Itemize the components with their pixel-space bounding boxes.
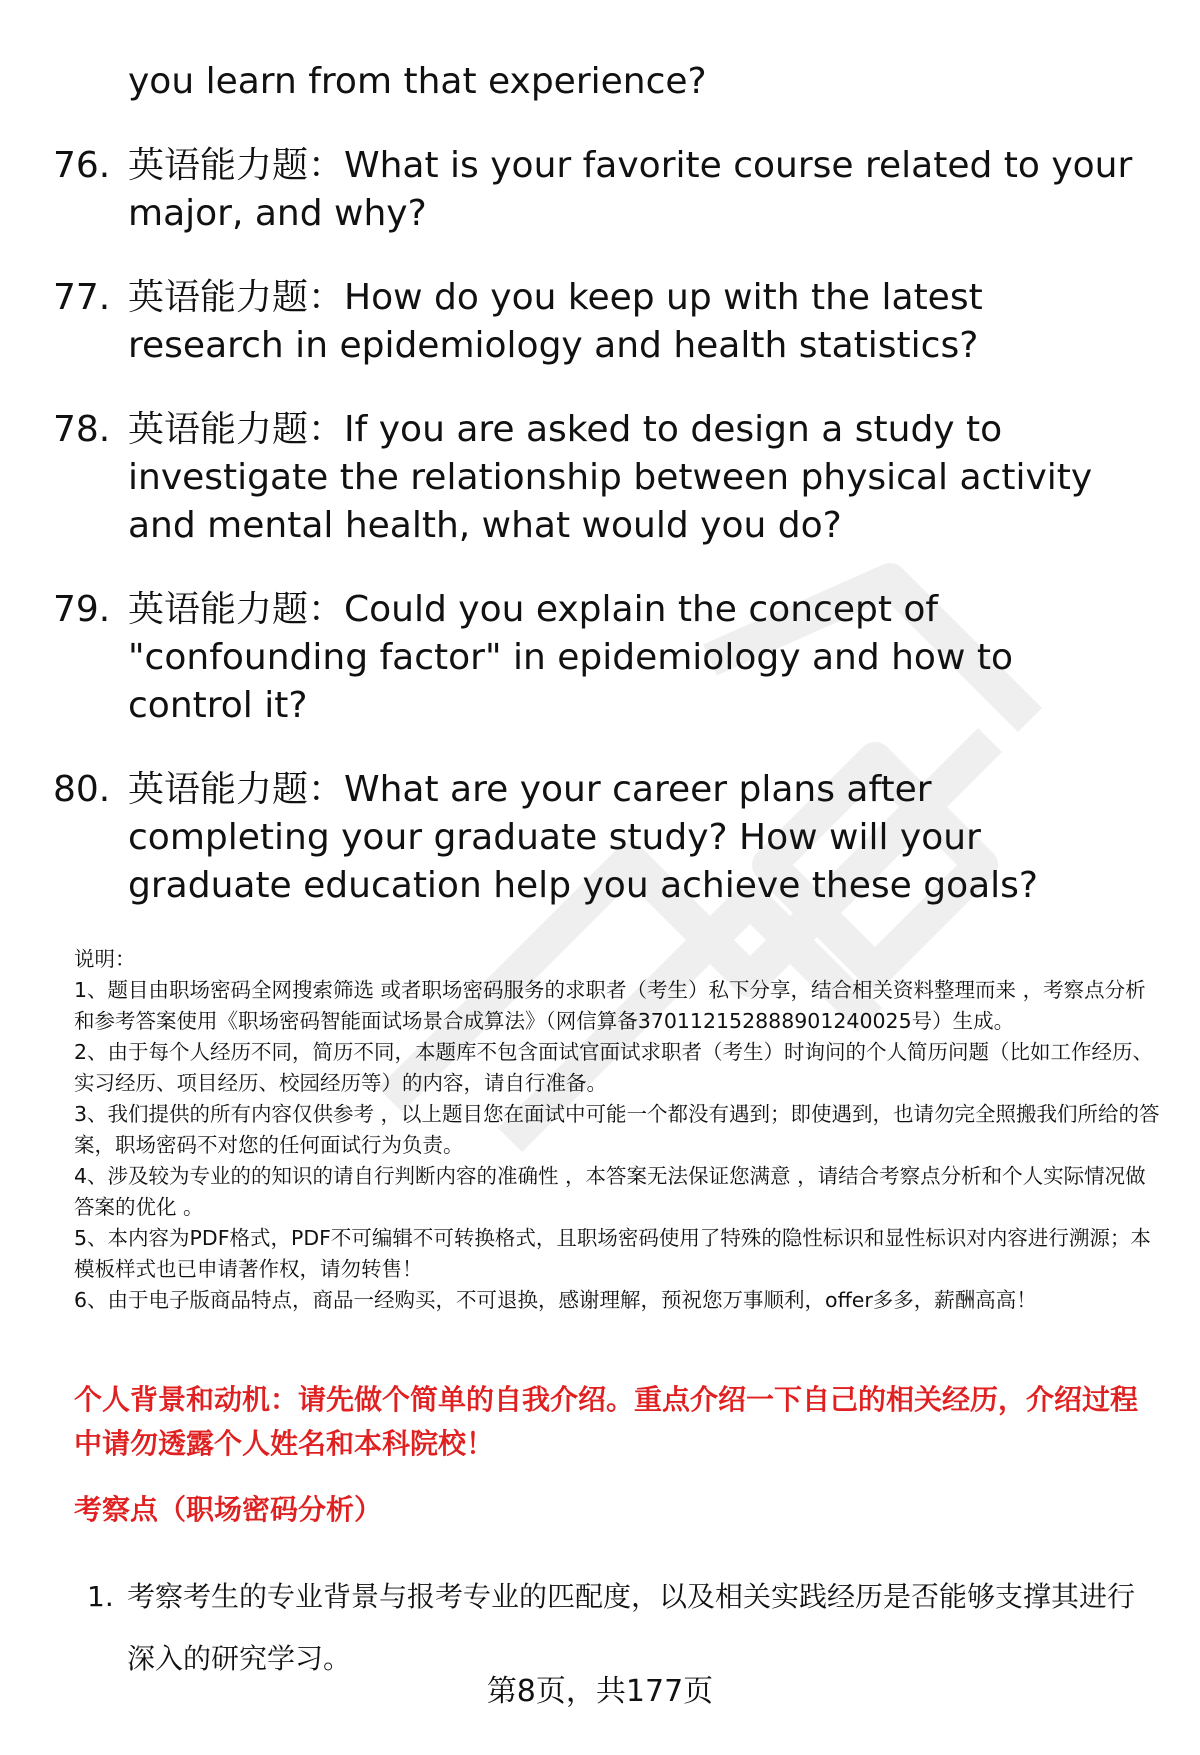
question-text: 英语能力题：How do you keep up with the latest research in epidemiology and health statistics? bbox=[128, 277, 983, 366]
question-continuation: you learn from that experience? bbox=[128, 61, 707, 102]
question-item bbox=[53, 142, 1140, 238]
note-item: 6、由于电子版商品特点，商品一经购买，不可退换，感谢理解，预祝您万事顺利，offer多多，薪酬高高！ bbox=[74, 1288, 1037, 1312]
question-text: 英语能力题：What is your favorite course related to your major, and why? bbox=[128, 145, 1133, 234]
question-text: 英语能力题：Could you explain the concept of "confounding factor" in epidemiology and how to control it? bbox=[128, 589, 1013, 726]
analysis-point-number: 1. bbox=[87, 1580, 114, 1613]
question-text: 英语能力题：If you are asked to design a study to investigate the relationship between physical activity and mental health, what would you do? bbox=[128, 409, 1093, 546]
question-list bbox=[0, 58, 1200, 910]
question-number: 78. bbox=[53, 409, 111, 450]
question-number: 77. bbox=[53, 277, 111, 318]
question-text: 英语能力题：What are your career plans after completing your graduate study? How will your graduate education help you achieve these goals? bbox=[128, 769, 1039, 906]
question-item bbox=[53, 406, 1140, 550]
question-number: 76. bbox=[53, 145, 111, 186]
question-number: 80. bbox=[53, 769, 111, 810]
question-number: 79. bbox=[53, 589, 111, 630]
note-item: 3、我们提供的所有内容仅供参考 ，以上题目您在面试中可能一个都没有遇到；即使遇到，也请勿完全照搬我们所给的答案，职场密码不对您的任何面试行为负责。 bbox=[74, 1102, 1160, 1157]
notes-heading: 说明： bbox=[74, 947, 136, 971]
note-item: 4、涉及较为专业的的知识的请自行判断内容的准确性 ，本答案无法保证您满意 ，请结合考察点分析和个人实际情况做答案的优化 。 bbox=[74, 1164, 1146, 1219]
question-item bbox=[53, 586, 1140, 730]
note-item: 2、由于每个人经历不同，简历不同，本题库不包含面试官面试求职者（考生）时询问的个人简历问题（比如工作经历、实习经历、项目经历、校园经历等）的内容，请自行准备。 bbox=[74, 1040, 1154, 1095]
section-subtitle: 考察点（职场密码分析） bbox=[74, 1493, 383, 1526]
question-item bbox=[53, 766, 1140, 910]
note-item: 1、题目由职场密码全网搜索筛选 或者职场密码服务的求职者（考生）私下分享，结合相关资料整理而来 ，考察点分析和参考答案使用《职场密码智能面试场景合成算法》（网信算备370112152888901240025号）生成。 bbox=[74, 978, 1146, 1033]
analysis-point-text: 考察考生的专业背景与报考专业的匹配度，以及相关实践经历是否能够支撑其进行深入的研究学习。 bbox=[127, 1580, 1136, 1675]
question-item bbox=[53, 274, 1140, 370]
section-title: 个人背景和动机：请先做个简单的自我介绍。重点介绍一下自己的相关经历，介绍过程中请勿透露个人姓名和本科院校！ bbox=[74, 1383, 1139, 1460]
notes-section bbox=[74, 944, 1164, 1316]
note-item: 5、本内容为PDF格式，PDF不可编辑不可转换格式，且职场密码使用了特殊的隐性标识和显性标识对内容进行溯源；本模板样式也已申请著作权，请勿转售！ bbox=[74, 1226, 1151, 1281]
page-footer: 第8页，共177页 bbox=[486, 1674, 714, 1709]
